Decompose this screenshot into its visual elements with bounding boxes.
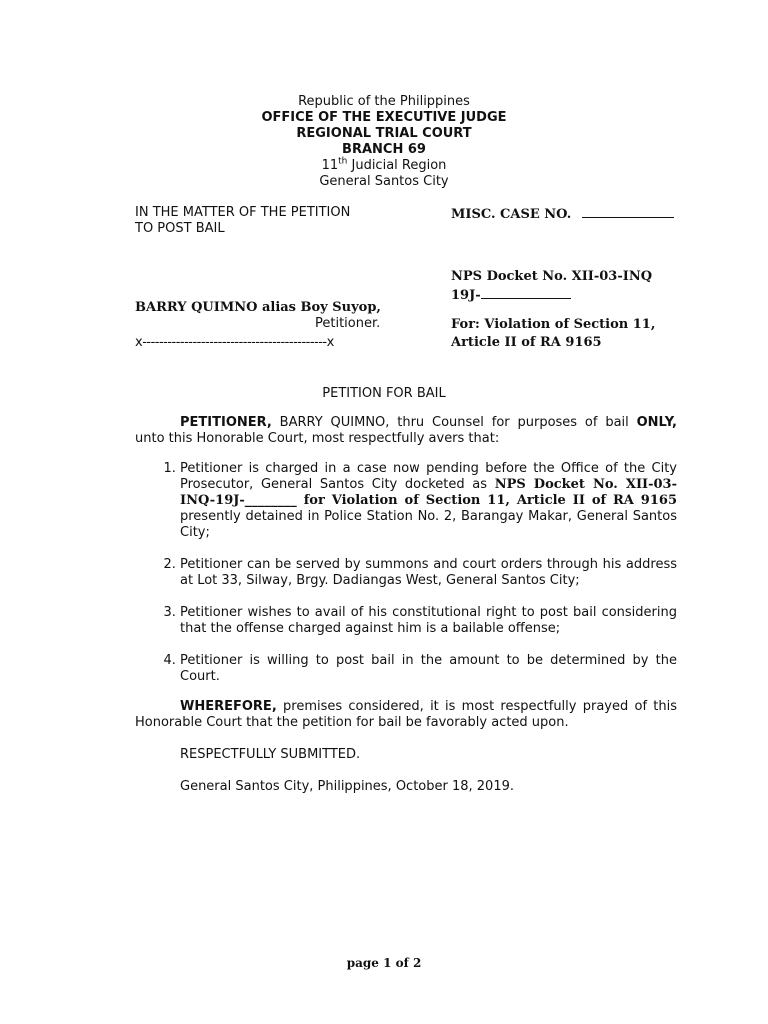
violation-line-2: Article II of RA 9165 xyxy=(451,335,602,350)
item-4-text: Petitioner is willing to post bail in the amount to be determined by the Court. xyxy=(180,653,677,684)
wherefore-bold: WHEREFORE, xyxy=(180,699,277,714)
intro-bold-petitioner: PETITIONER, xyxy=(180,415,272,430)
list-item xyxy=(180,461,677,541)
matter-line-1: IN THE MATTER OF THE PETITION xyxy=(135,205,351,220)
header-republic: Republic of the Philippines xyxy=(298,94,470,109)
nps-docket xyxy=(451,268,701,305)
page-number: page 1 of 2 xyxy=(346,956,422,970)
caption-separator: x--------------------------------------------x xyxy=(135,335,334,350)
list-item xyxy=(180,557,677,589)
intro-bold-only: ONLY, xyxy=(636,415,677,430)
nps-blank xyxy=(481,286,571,299)
wherefore-text: premises considered, it is most respectfully prayed of this Honorable Court that the petition for bail be favorably acted upon. xyxy=(135,699,677,730)
item-1-text-end: presently detained in Police Station No. 2, Barangay Makar, General Santos City; xyxy=(180,509,677,540)
case-matter xyxy=(135,205,435,237)
intro-paragraph xyxy=(135,415,677,447)
petitioner-role: Petitioner. xyxy=(315,316,381,331)
respectfully-submitted: RESPECTFULLY SUBMITTED. xyxy=(180,747,361,762)
region-suffix: th xyxy=(338,156,348,167)
violation-line-1: For: Violation of Section 11, xyxy=(451,317,656,332)
region-text: Judicial Region xyxy=(347,158,447,173)
list-item xyxy=(180,653,677,685)
court-header xyxy=(0,94,768,190)
header-branch: BRANCH 69 xyxy=(342,142,426,157)
nps-line-1: NPS Docket No. XII-03-INQ xyxy=(451,269,653,284)
averments-list xyxy=(135,461,677,685)
petitioner-block xyxy=(135,300,435,332)
violation-caption xyxy=(451,316,701,352)
item-1-text: Petitioner is charged in a case now pending before the Office of the City Prosecutor, General Santos City docketed as xyxy=(180,461,677,492)
document-body xyxy=(135,415,677,795)
misc-case-label: MISC. CASE NO. xyxy=(451,207,572,222)
misc-case-number xyxy=(451,205,701,222)
item-2-text: Petitioner can be served by summons and court orders through his address at Lot 33, Silway, Brgy. Dadiangas West, General Santos City; xyxy=(180,557,677,588)
intro-text-2: unto this Honorable Court, most respectfully avers that: xyxy=(135,431,500,446)
nps-prefix: 19J- xyxy=(451,288,481,303)
document-title: PETITION FOR BAIL xyxy=(322,386,446,401)
item-1-bold: NPS Docket No. XII-03-INQ-19J-________ for Violation of Section 11, Article II of RA 9165 xyxy=(180,477,677,508)
header-court: REGIONAL TRIAL COURT xyxy=(296,126,472,141)
petitioner-name: BARRY QUIMNO alias Boy Suyop, xyxy=(135,300,381,315)
misc-case-blank xyxy=(582,205,674,218)
place-and-date: General Santos City, Philippines, October 18, 2019. xyxy=(180,779,515,794)
intro-text-1: BARRY QUIMNO, thru Counsel for purposes of bail xyxy=(271,415,637,430)
region-number: 11 xyxy=(321,158,339,173)
item-3-text: Petitioner wishes to avail of his constitutional right to post bail considering that the offense charged against him is a bailable offense; xyxy=(180,605,677,636)
matter-line-2: TO POST BAIL xyxy=(135,221,225,236)
header-city: General Santos City xyxy=(319,174,449,189)
list-item xyxy=(180,605,677,637)
wherefore-paragraph xyxy=(135,699,677,731)
header-office: OFFICE OF THE EXECUTIVE JUDGE xyxy=(261,110,507,125)
nps-line-2 xyxy=(451,286,701,305)
header-region xyxy=(0,158,768,174)
